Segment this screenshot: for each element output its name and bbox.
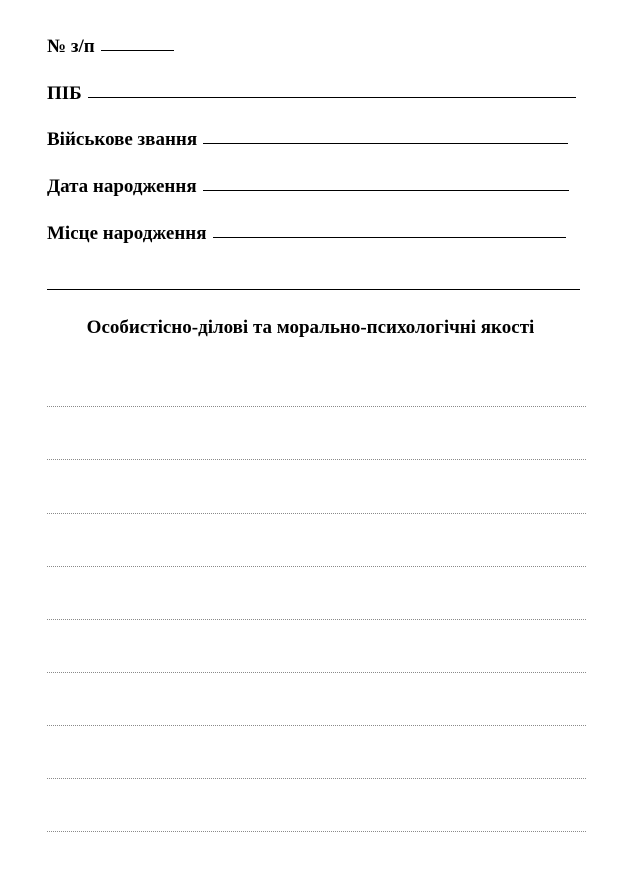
- dotted-line: [47, 672, 586, 673]
- name-label: ПІБ: [47, 83, 82, 104]
- dotted-line: [47, 459, 586, 460]
- dotted-line: [47, 778, 586, 779]
- birth-date-label: Дата народження: [47, 176, 197, 197]
- name-field: [47, 83, 576, 105]
- birth-place-field: [47, 223, 566, 245]
- section-title: Особистісно-ділові та морально-психологічні якості: [86, 317, 535, 338]
- birth-date-field: [47, 176, 569, 198]
- dotted-line: [47, 566, 586, 567]
- number-blank-line: [101, 49, 174, 51]
- number-label: № з/п: [47, 36, 95, 57]
- dotted-line: [47, 619, 586, 620]
- birth-place-blank-line: [213, 236, 566, 238]
- birth-date-blank-line: [203, 189, 569, 191]
- rank-blank-line: [203, 142, 568, 144]
- birth-place-label: Місце народження: [47, 223, 207, 244]
- dotted-line: [47, 406, 586, 407]
- number-field: [47, 36, 174, 58]
- dotted-line: [47, 831, 586, 832]
- dotted-line: [47, 725, 586, 726]
- name-blank-line: [88, 96, 576, 98]
- rank-field: [47, 129, 568, 151]
- rank-label: Військове звання: [47, 129, 198, 150]
- extra-blank-line: [47, 289, 580, 290]
- dotted-line: [47, 513, 586, 514]
